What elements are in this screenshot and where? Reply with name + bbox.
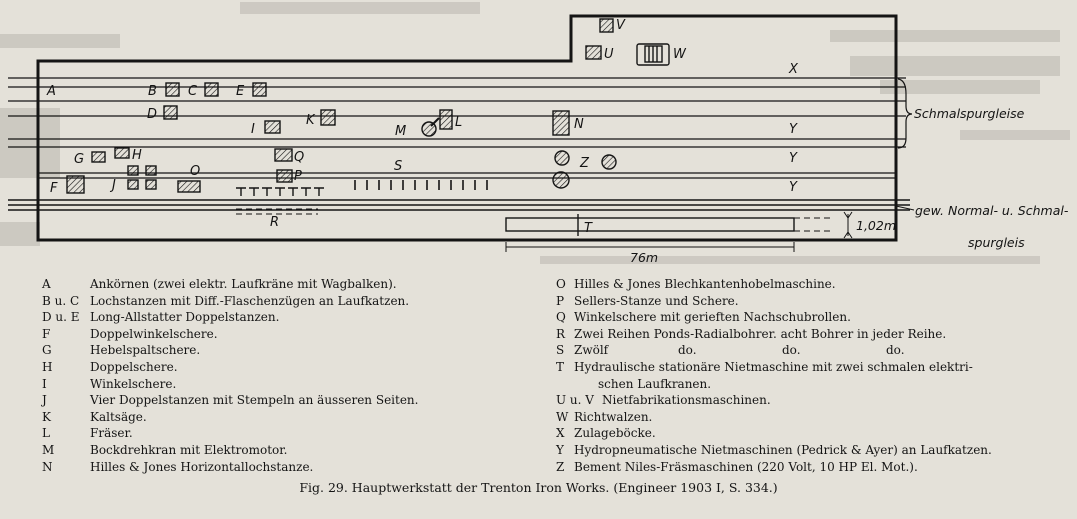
- machine-l: [440, 110, 452, 129]
- schmalspur-label: Schmalspurgleise: [914, 106, 1025, 121]
- legend-item: [42, 276, 512, 293]
- legend-item: [42, 409, 512, 426]
- machine-c: [205, 83, 218, 96]
- machine-j4: [146, 180, 156, 189]
- label-y1: Y: [789, 122, 797, 137]
- machine-z3: [553, 172, 569, 188]
- label-k: K: [306, 113, 315, 128]
- machine-i: [265, 121, 280, 133]
- legend-item-p: P Sellers-Stanze und Schere.: [556, 293, 739, 308]
- legend-text: Hebelspaltschere.: [90, 343, 201, 358]
- legend-item-r: R Zwei Reihen Ponds-Radialbohrer. acht Bohrer in jeder Reihe.: [556, 326, 947, 341]
- label-u: U: [604, 47, 614, 62]
- label-s: S: [394, 159, 403, 174]
- drill-row-s: [355, 180, 487, 190]
- legend-text: Fräser.: [90, 426, 133, 441]
- legend-key: J: [42, 393, 47, 408]
- machine-j2: [146, 166, 156, 175]
- legend-key: M: [42, 442, 55, 457]
- legend-item: [42, 425, 512, 442]
- legend-item-s: S Zwölf do. do. do.: [556, 343, 905, 358]
- machine-u: [586, 46, 601, 59]
- machine-b: [166, 83, 179, 96]
- legend-right: [556, 276, 1071, 475]
- label-n: N: [574, 117, 584, 132]
- legend-text: Bockdrehkran mit Elektromotor.: [90, 442, 288, 457]
- machine-z2: [602, 155, 616, 169]
- legend-left: [42, 276, 512, 475]
- legend-text: Hilles & Jones Horizontallochstanze.: [90, 459, 314, 474]
- legend-key: I: [42, 376, 47, 391]
- legend-key: N: [42, 459, 53, 474]
- building-outline: [38, 16, 896, 240]
- normal-gauge-label-1: gew. Normal- u. Schmal-: [915, 203, 1069, 218]
- legend-item: [42, 376, 512, 393]
- legend-text: Doppelschere.: [90, 359, 178, 374]
- legend-item: [42, 392, 512, 409]
- legend-item-z: Z Bement Niles-Fräsmaschinen (220 Volt, 10 HP El. Mot.).: [556, 459, 918, 474]
- machine-q: [275, 149, 292, 161]
- machine-e: [253, 83, 266, 96]
- machine-v: [600, 19, 613, 32]
- legend-key: D u. E: [42, 310, 80, 325]
- legend-key: L: [42, 426, 50, 441]
- drill-row-r: [236, 188, 324, 196]
- legend-key: F: [42, 326, 51, 341]
- label-o: O: [190, 164, 201, 179]
- label-y3: Y: [789, 180, 797, 195]
- legend-item: [42, 459, 512, 476]
- label-v: V: [616, 18, 625, 33]
- legend-item-w: W Richtwalzen.: [556, 409, 653, 424]
- legend-item-q: Q Winkelschere mit gerieften Nachschubrollen.: [556, 310, 851, 325]
- label-z: Z: [580, 156, 589, 171]
- legend-item-x: X Zulageböcke.: [556, 426, 656, 441]
- legend-item: [42, 293, 512, 310]
- legend-text: Ankörnen (zwei elektr. Laufkräne mit Wagbalken).: [90, 277, 397, 291]
- label-w: W: [673, 47, 686, 62]
- normal-gauge-label-2: spurgleis: [968, 235, 1025, 250]
- label-q: Q: [294, 150, 305, 165]
- legend-key: K: [42, 409, 51, 424]
- machine-p: [277, 170, 292, 182]
- length-dimension: 76m: [630, 250, 659, 265]
- legend-text: Doppelwinkelschere.: [90, 326, 218, 341]
- label-r: R: [270, 215, 280, 230]
- legend-text: Long-Allstatter Doppelstanzen.: [90, 310, 280, 325]
- legend-text: Lochstanzen mit Diff.-Flaschenzügen an Laufkatzen.: [90, 293, 410, 308]
- legend-item-o: O Hilles & Jones Blechkantenhobelmaschine.: [556, 277, 836, 291]
- legend-item: [42, 309, 512, 326]
- machine-j3: [128, 180, 138, 189]
- machine-j1: [128, 166, 138, 175]
- label-h: H: [132, 148, 142, 163]
- machine-d: [164, 106, 177, 119]
- legend-item: [42, 342, 512, 359]
- label-b: B: [148, 84, 157, 99]
- label-j: J: [112, 178, 116, 193]
- label-t: T: [584, 221, 592, 236]
- machine-h: [115, 148, 129, 158]
- label-a: A: [47, 84, 56, 99]
- label-g: G: [74, 152, 85, 167]
- label-f: F: [50, 181, 58, 196]
- label-y2: Y: [789, 151, 797, 166]
- legend-text: Kaltsäge.: [90, 409, 147, 424]
- legend-key: A: [42, 277, 51, 291]
- legend-item: [42, 326, 512, 343]
- legend-item-t: T Hydraulische stationäre Nietmaschine mit zwei schmalen elektri-: [556, 359, 973, 374]
- label-l: L: [455, 115, 463, 130]
- legend-item: [42, 442, 512, 459]
- label-i: I: [251, 122, 255, 137]
- label-x: X: [789, 62, 798, 77]
- machine-n: [553, 111, 569, 135]
- legend-key: H: [42, 359, 53, 374]
- legend-text: Vier Doppelstanzen mit Stempeln an äusseren Seiten.: [90, 393, 419, 408]
- label-e: E: [236, 84, 245, 99]
- machine-o: [178, 181, 200, 192]
- machine-w: [637, 44, 669, 65]
- label-c: C: [188, 84, 198, 99]
- figure-caption: Fig. 29. Hauptwerkstatt der Trenton Iron Works. (Engineer 1903 I, S. 334.): [299, 480, 778, 495]
- label-m: M: [395, 124, 407, 139]
- machine-k: [321, 110, 335, 125]
- legend-key: B u. C: [42, 293, 80, 308]
- width-dimension: 1,02m: [856, 218, 897, 233]
- legend-item: [42, 359, 512, 376]
- label-d: D: [147, 107, 158, 122]
- label-p: P: [294, 169, 302, 184]
- machine-g: [92, 152, 105, 162]
- legend-key: G: [42, 343, 52, 358]
- legend-item-t-cont: schen Laufkranen.: [598, 376, 712, 391]
- machine-f: [67, 176, 84, 193]
- legend-text: Winkelschere.: [90, 376, 177, 391]
- machine-z1: [555, 151, 569, 165]
- legend-item-uv: U u. V Nietfabrikationsmaschinen.: [556, 393, 771, 408]
- legend-item-y: Y Hydropneumatische Nietmaschinen (Pedrick & Ayer) an Laufkatzen.: [556, 442, 992, 457]
